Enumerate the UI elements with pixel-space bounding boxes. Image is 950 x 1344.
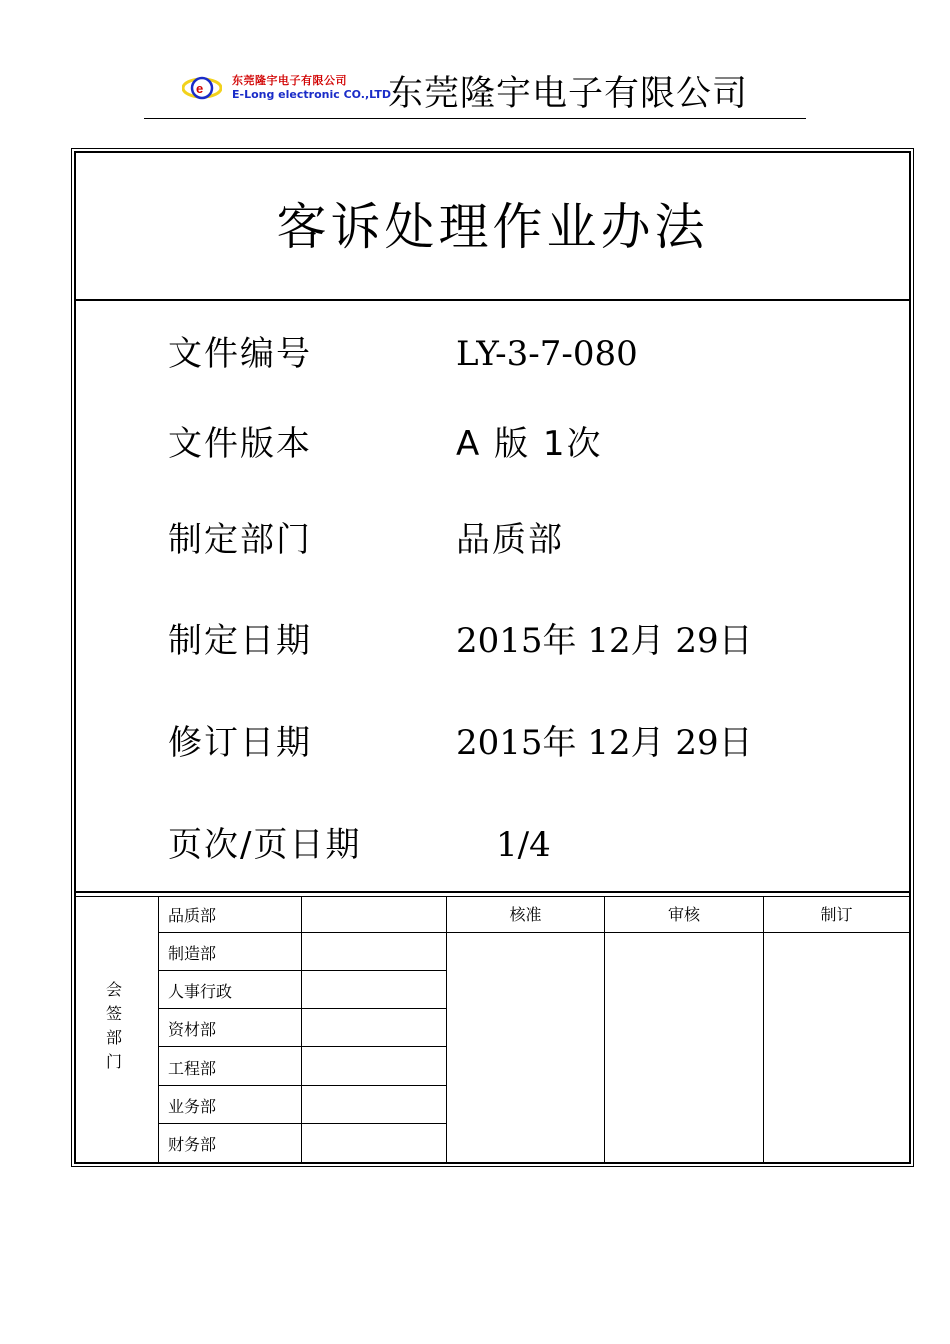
role-prepare: 制订 — [820, 905, 853, 924]
page-header — [144, 68, 806, 119]
cover-frame — [74, 151, 911, 1164]
column-divider — [604, 897, 605, 1162]
company-name: 东莞隆宇电子有限公司 — [388, 74, 749, 114]
title-box — [76, 153, 909, 301]
dept-finance: 财务部 — [168, 1135, 217, 1154]
company-logo-icon — [182, 74, 222, 102]
field-value: 2015年 12月 29日 — [456, 723, 753, 763]
field-label: 制定部门 — [168, 520, 312, 560]
dept-engineering: 工程部 — [168, 1059, 217, 1078]
field-label: 制定日期 — [168, 621, 312, 661]
field-label: 文件编号 — [168, 334, 312, 374]
dept-quality: 品质部 — [168, 906, 217, 925]
dept-sales: 业务部 — [168, 1097, 217, 1116]
role-review: 审核 — [667, 905, 700, 924]
dept-materials: 资材部 — [168, 1020, 217, 1039]
logo-en: E-Long electronic CO.,LTD — [232, 88, 391, 101]
field-value: 品质部 — [456, 520, 564, 560]
field-label: 修订日期 — [168, 723, 312, 763]
field-value: 1/4 — [496, 825, 551, 865]
signature-table — [76, 891, 909, 1162]
logo-cn: 东莞隆宇电子有限公司 — [232, 74, 347, 87]
dept-manufacturing: 制造部 — [168, 944, 217, 963]
countersign-label: 会签部门 — [105, 980, 122, 1071]
column-divider — [763, 897, 764, 1162]
svg-text:e: e — [196, 81, 204, 96]
logo-text — [232, 74, 391, 102]
field-value: LY-3-7-080 — [456, 334, 638, 374]
field-label: 页次/页日期 — [168, 825, 362, 865]
document-title: 客诉处理作业办法 — [276, 198, 709, 256]
field-value: A 版 1次 — [456, 424, 603, 464]
field-value: 2015年 12月 29日 — [456, 621, 753, 661]
dept-hr-admin: 人事行政 — [168, 982, 233, 1001]
role-approve: 核准 — [509, 905, 542, 924]
field-label: 文件版本 — [168, 424, 312, 464]
